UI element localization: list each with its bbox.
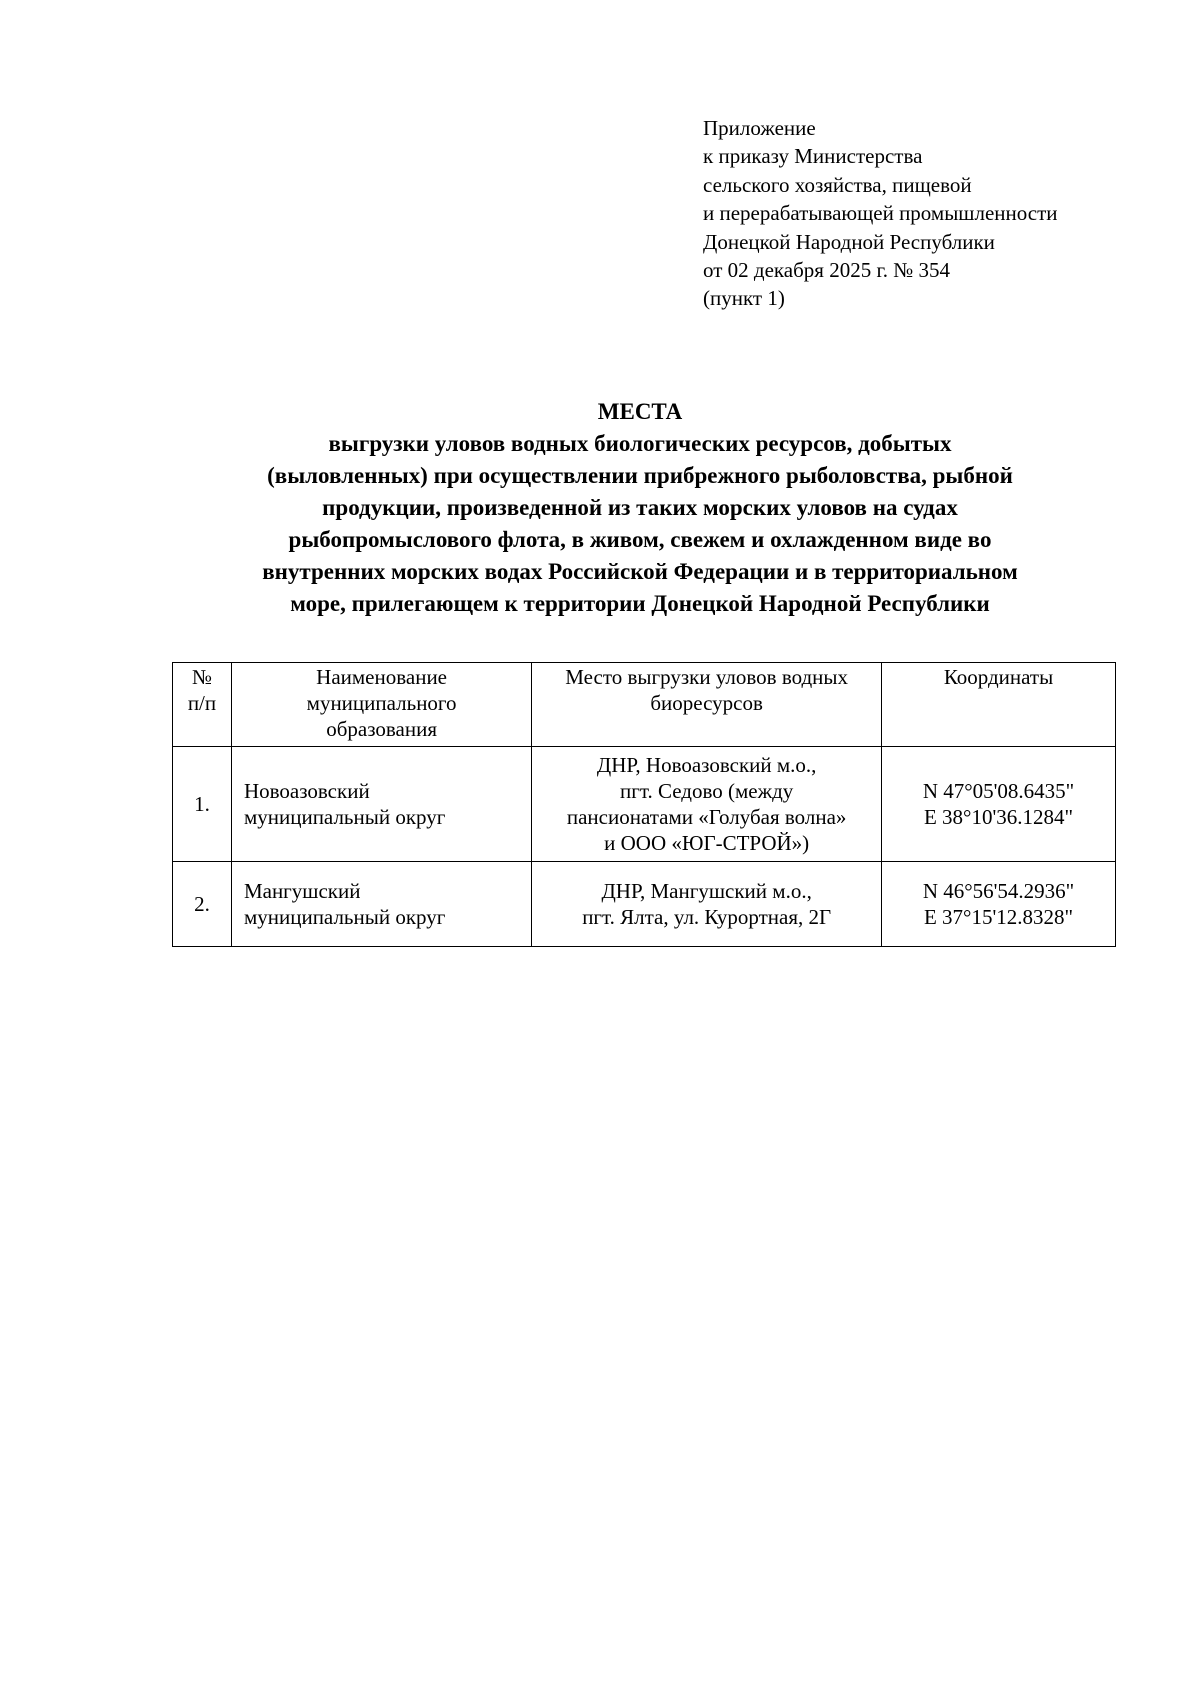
row-number: 1.	[173, 747, 232, 862]
title-line: выгрузки уловов водных биологических ресурсов, добытых	[328, 431, 952, 456]
appendix-line: и перерабатывающей промышленности	[703, 201, 1058, 226]
header-landing-place: Место выгрузки уловов водных биоресурсов	[532, 663, 882, 747]
title-line: рыбопромыслового флота, в живом, свежем и охлажденном виде во	[288, 527, 992, 552]
row-landing-place: ДНР, Мангушский м.о., пгт. Ялта, ул. Курортная, 2Г	[532, 862, 882, 947]
appendix-line: от 02 декабря 2025 г. № 354	[703, 258, 950, 283]
appendix-line: Донецкой Народной Республики	[703, 229, 995, 254]
row-landing-place: ДНР, Новоазовский м.о., пгт. Седово (между пансионатами «Голубая волна» и ООО «ЮГ-СТРОЙ»)	[532, 747, 882, 862]
title-line: продукции, произведенной из таких морских уловов на судах	[322, 495, 958, 520]
table-row	[173, 862, 1116, 947]
row-municipality: Новоазовский муниципальный округ	[231, 747, 531, 862]
row-coordinates: N 47°05'08.6435" E 38°10'36.1284"	[882, 747, 1116, 862]
appendix-line: к приказу Министерства	[703, 144, 923, 169]
table-header-row	[173, 663, 1116, 747]
row-municipality: Мангушский муниципальный округ	[231, 862, 531, 947]
landing-places-table	[172, 662, 1116, 947]
header-number: № п/п	[173, 663, 232, 747]
document-title	[160, 396, 1120, 620]
title-line: внутренних морских водах Российской Федерации и в территориальном	[262, 559, 1018, 584]
appendix-line: (пункт 1)	[703, 286, 785, 311]
appendix-line: сельского хозяйства, пищевой	[703, 172, 972, 197]
header-coordinates: Координаты	[882, 663, 1116, 747]
title-heading: МЕСТА	[597, 399, 683, 424]
title-line: море, прилегающем к территории Донецкой Народной Республики	[290, 591, 990, 616]
row-coordinates: N 46°56'54.2936" E 37°15'12.8328"	[882, 862, 1116, 947]
table-row	[173, 747, 1116, 862]
appendix-line: Приложение	[703, 116, 816, 140]
header-municipality: Наименование муниципального образования	[231, 663, 531, 747]
row-number: 2.	[173, 862, 232, 947]
appendix-block	[703, 114, 1058, 313]
title-line: (выловленных) при осуществлении прибрежного рыболовства, рыбной	[267, 463, 1013, 488]
